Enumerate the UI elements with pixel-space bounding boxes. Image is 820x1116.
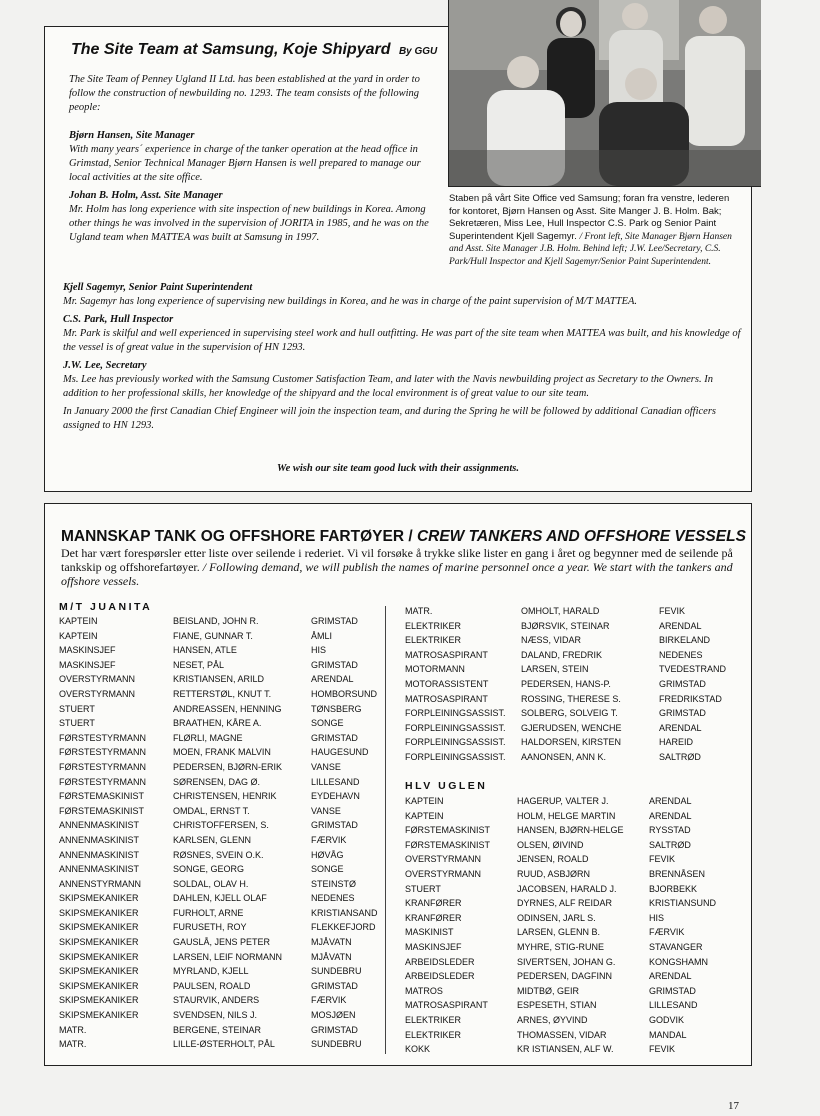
article-closing: In January 2000 the first Canadian Chief Engineer will join the inspection team, and during the Spring he will be followed by additional Canadian officers assigned to HN 1293.: [63, 406, 716, 431]
crew-rank: MATROSASPIRANT: [405, 1000, 488, 1011]
crew-name: PEDERSEN, HANS-P.: [521, 678, 611, 689]
crew-hometown: TØNSBERG: [311, 703, 362, 714]
crew-name: FURHOLT, ARNE: [173, 907, 244, 918]
crew-name: LARSEN, GLENN B.: [517, 927, 601, 938]
crew-rank: FØRSTESTYRMANN: [59, 732, 147, 743]
bio-text: Ms. Lee has previously worked with the Samsung Customer Satisfaction Team, and later with the Navis newbuilding project as Secretary to the Owners. In addition to her professional skills, her knowledge of the shipyard and the local environment is of great value to our site team.: [63, 374, 713, 399]
crew-hometown: SALTRØD: [659, 751, 701, 762]
crew-rank: SKIPSMEKANIKER: [59, 922, 139, 933]
crew-rank: SKIPSMEKANIKER: [59, 951, 139, 962]
crew-title-norwegian: MANNSKAP TANK OG OFFSHORE FARTØYER /: [61, 528, 413, 545]
juanita-cont-ranks-column: [405, 604, 506, 765]
crew-hometown: ARENDAL: [659, 722, 702, 733]
crew-hometown: NEDENES: [311, 893, 355, 904]
crew-rank: FØRSTESTYRMANN: [59, 747, 147, 758]
team-photo: [448, 0, 761, 187]
crew-hometown: MJÅVATN: [311, 951, 352, 962]
juanita-names-column: [173, 614, 282, 1052]
bio-name: Bjørn Hansen, Site Manager: [69, 130, 195, 141]
crew-name: CHRISTENSEN, HENRIK: [173, 791, 277, 802]
crew-rank: ANNENMASKINIST: [59, 849, 140, 860]
crew-name: DAHLEN, KJELL OLAF: [173, 893, 267, 904]
crew-rank: SKIPSMEKANIKER: [59, 1010, 139, 1021]
crew-hometown: FÆRVIK: [311, 995, 347, 1006]
crew-hometown: HIS: [311, 645, 327, 656]
article-wish: We wish our site team good luck with their assignments.: [277, 463, 519, 474]
crew-rank: OVERSTYRMANN: [59, 674, 136, 685]
crew-name: BJØRSVIK, STEINAR: [521, 620, 610, 631]
crew-hometown: STAVANGER: [649, 941, 703, 952]
crew-rank: FORPLEININGSASSIST.: [405, 751, 506, 762]
crew-intro-english: / Following demand, we will publish the names of marine personnel once a year. We start with the tankers and offshore vessels.: [61, 560, 733, 588]
crew-rank: KOKK: [405, 1044, 431, 1055]
crew-name: HANSEN, ATLE: [173, 645, 237, 656]
crew-hometown: MANDAL: [649, 1029, 687, 1040]
crew-hometown: GRIMSTAD: [649, 985, 696, 996]
crew-name: SOLBERG, SOLVEIG T.: [521, 708, 618, 719]
section-title-juanita: M/T JUANITA: [59, 601, 153, 613]
crew-rank: ANNENSTYRMANN: [59, 878, 142, 889]
crew-hometown: RYSSTAD: [649, 825, 691, 836]
uglen-places-column: [649, 794, 716, 1057]
crew-rank: STUERT: [405, 883, 441, 894]
crew-rank: FORPLEININGSASSIST.: [405, 737, 506, 748]
crew-rank: OVERSTYRMANN: [59, 688, 136, 699]
crew-name: RETTERSTØL, KNUT T.: [173, 688, 272, 699]
column-divider: [385, 606, 386, 1054]
crew-name: OMDAL, ERNST T.: [173, 805, 250, 816]
crew-rank: FØRSTEMASKINIST: [405, 839, 491, 850]
crew-name: KRISTIANSEN, ARILD: [173, 674, 265, 685]
crew-hometown: LILLESAND: [649, 1000, 698, 1011]
crew-name: JACOBSEN, HARALD J.: [517, 883, 617, 894]
crew-name: NÆSS, VIDAR: [521, 635, 582, 646]
crew-hometown: ARENDAL: [649, 971, 692, 982]
uglen-ranks-column: [405, 794, 490, 1057]
crew-hometown: FÆRVIK: [649, 927, 685, 938]
crew-name: HALDORSEN, KIRSTEN: [521, 737, 622, 748]
crew-hometown: FÆRVIK: [311, 834, 347, 845]
bio-text: Mr. Sagemyr has long experience of supervising new buildings in Korea, and he was in charge of the paint supervision of M/T MATTEA.: [63, 296, 638, 307]
crew-name: GAUSLÅ, JENS PETER: [173, 937, 271, 948]
crew-rank: FORPLEININGSASSIST.: [405, 708, 506, 719]
crew-hometown: FEVIK: [649, 854, 676, 865]
crew-hometown: FREDRIKSTAD: [659, 693, 722, 704]
crew-rank: STUERT: [59, 703, 95, 714]
crew-hometown: GODVIK: [649, 1014, 685, 1025]
crew-hometown: MJÅVATN: [311, 937, 352, 948]
crew-hometown: EYDEHAVN: [311, 791, 360, 802]
crew-rank: SKIPSMEKANIKER: [59, 937, 139, 948]
crew-hometown: KONGSHAMN: [649, 956, 709, 967]
crew-name: MYHRE, STIG-RUNE: [517, 941, 605, 952]
bios-narrow-column: [69, 125, 439, 245]
bio-text: Mr. Holm has long experience with site inspection of new buildings in Korea. Among other things he was involved in the supervision of JORITA in 1985, and he was on the Ugland team when MATTEA was built at Samsung in 1997.: [69, 204, 429, 243]
crew-hometown: HAUGESUND: [311, 747, 369, 758]
crew-rank: ELEKTRIKER: [405, 1014, 462, 1025]
crew-hometown: GRIMSTAD: [659, 678, 706, 689]
article-title-text: The Site Team at Samsung, Koje Shipyard: [71, 41, 391, 58]
bios-wide-column: [63, 277, 743, 433]
crew-rank: ELEKTRIKER: [405, 620, 462, 631]
crew-hometown: BJORBEKK: [649, 883, 698, 894]
crew-name: GJERUDSEN, WENCHE: [521, 722, 622, 733]
crew-name: FLØRLI, MAGNE: [173, 732, 243, 743]
bio-text: Mr. Park is skilful and well experienced in supervising steel work and hull outfitting. He was part of the site team when MATTEA was built, and his knowledge of the vessel is of great value in the supervision of HN 1293.: [63, 328, 741, 353]
crew-hometown: GRIMSTAD: [311, 820, 358, 831]
crew-hometown: ARENDAL: [649, 810, 692, 821]
crew-rank: KAPTEIN: [59, 630, 98, 641]
crew-rank: MASKINSJEF: [59, 659, 116, 670]
crew-rank: ARBEIDSLEDER: [405, 971, 475, 982]
crew-hometown: ÅMLI: [311, 630, 333, 641]
crew-name: SIVERTSEN, JOHAN G.: [517, 956, 616, 967]
crew-rank: KAPTEIN: [405, 810, 444, 821]
crew-title: [61, 528, 746, 546]
article-intro: The Site Team of Penney Ugland II Ltd. has been established at the yard in order to follow the construction of newbuilding no. 1293. The team consists of the following people:: [69, 74, 420, 113]
crew-name: LILLE-ØSTERHOLT, PÅL: [173, 1039, 275, 1050]
crew-name: FURUSETH, ROY: [173, 922, 247, 933]
crew-rank: OVERSTYRMANN: [405, 854, 482, 865]
crew-hometown: GRIMSTAD: [311, 1024, 358, 1035]
crew-name: MYRLAND, KJELL: [173, 966, 249, 977]
juanita-ranks-column: [59, 614, 146, 1052]
crew-rank: FØRSTEMASKINIST: [59, 791, 145, 802]
crew-rank: FØRSTESTYRMANN: [59, 761, 147, 772]
crew-name: THOMASSEN, VIDAR: [517, 1029, 607, 1040]
crew-name: ARNES, ØYVIND: [517, 1014, 588, 1025]
crew-hometown: VANSE: [311, 761, 341, 772]
crew-name: CHRISTOFFERSEN, S.: [173, 820, 269, 831]
crew-rank: MATROSASPIRANT: [405, 649, 488, 660]
crew-hometown: GRIMSTAD: [311, 980, 358, 991]
crew-hometown: GRIMSTAD: [311, 616, 358, 626]
caption-english: / Front left, Site Manager Bjørn Hansen and Asst. Site Manager J.B. Holm. Behind left; J.W. Lee/Secretary, C.S. Park/Hull Inspector and Kjell Sagemyr/Senior Paint Superintendent.: [449, 231, 732, 267]
crew-hometown: HOMBORSUND: [311, 688, 378, 699]
crew-name: MIDTBØ, GEIR: [517, 985, 580, 996]
bio-name: Johan B. Holm, Asst. Site Manager: [69, 190, 223, 201]
crew-name: HOLM, HELGE MARTIN: [517, 810, 616, 821]
crew-rank: MATROS: [405, 985, 443, 996]
crew-hometown: VANSE: [311, 805, 341, 816]
crew-rank: KAPTEIN: [405, 796, 444, 806]
crew-rank: MASKINSJEF: [59, 645, 116, 656]
crew-rank: ANNENMASKINIST: [59, 820, 140, 831]
crew-rank: MASKINIST: [405, 927, 454, 938]
crew-rank: MATR.: [405, 606, 433, 616]
crew-rank: MATR.: [59, 1039, 87, 1050]
crew-hometown: GRIMSTAD: [311, 659, 358, 670]
crew-hometown: SALTRØD: [649, 839, 691, 850]
crew-rank: MATR.: [59, 1024, 87, 1035]
section-title-uglen: HLV UGLEN: [405, 780, 488, 792]
article-byline: By GGU: [398, 46, 438, 57]
crew-rank: MOTORMANN: [405, 664, 465, 675]
crew-hometown: MOSJØEN: [311, 1010, 356, 1021]
crew-name: KR ISTIANSEN, ALF W.: [517, 1044, 614, 1055]
crew-title-english: CREW TANKERS AND OFFSHORE VESSELS: [416, 528, 746, 545]
juanita-places-column: [311, 614, 378, 1052]
crew-hometown: SONGE: [311, 864, 344, 875]
crew-hometown: FEVIK: [649, 1044, 676, 1055]
crew-rank: ELEKTRIKER: [405, 1029, 462, 1040]
crew-rank: SKIPSMEKANIKER: [59, 995, 139, 1006]
crew-rank: SKIPSMEKANIKER: [59, 907, 139, 918]
crew-name: PAULSEN, ROALD: [173, 980, 251, 991]
crew-name: OMHOLT, HARALD: [521, 606, 600, 616]
crew-hometown: LILLESAND: [311, 776, 360, 787]
crew-name: ESPESETH, STIAN: [517, 1000, 597, 1011]
crew-rank: SKIPSMEKANIKER: [59, 966, 139, 977]
crew-rank: ANNENMASKINIST: [59, 834, 140, 845]
crew-hometown: KRISTIANSUND: [649, 898, 717, 909]
crew-name: RØSNES, SVEIN O.K.: [173, 849, 264, 860]
crew-name: OLSEN, ØIVIND: [517, 839, 584, 850]
crew-rank: MOTORASSISTENT: [405, 678, 489, 689]
crew-name: NESET, PÅL: [173, 659, 225, 670]
crew-rank: ARBEIDSLEDER: [405, 956, 475, 967]
crew-name: ROSSING, THERESE S.: [521, 693, 621, 704]
crew-name: AANONSEN, ANN K.: [521, 751, 607, 762]
crew-rank: SKIPSMEKANIKER: [59, 893, 139, 904]
crew-name: HAGERUP, VALTER J.: [517, 796, 609, 806]
crew-name: SØRENSEN, DAG Ø.: [173, 776, 261, 787]
crew-hometown: GRIMSTAD: [311, 732, 358, 743]
crew-list-box: [44, 503, 752, 1066]
crew-rank: ELEKTRIKER: [405, 635, 462, 646]
crew-hometown: SUNDEBRU: [311, 1039, 362, 1050]
crew-name: ANDREASSEN, HENNING: [173, 703, 282, 714]
crew-name: FIANE, GUNNAR T.: [173, 630, 253, 641]
crew-rank: MATROSASPIRANT: [405, 693, 488, 704]
crew-name: HANSEN, BJØRN-HELGE: [517, 825, 624, 836]
crew-name: RUUD, ASBJØRN: [517, 868, 591, 879]
crew-name: BERGENE, STEINAR: [173, 1024, 262, 1035]
crew-hometown: HØVÅG: [311, 849, 344, 860]
crew-hometown: BRENNÅSEN: [649, 868, 706, 879]
crew-rank: FORPLEININGSASSIST.: [405, 722, 506, 733]
uglen-names-column: [517, 794, 624, 1057]
crew-name: PEDERSEN, BJØRN-ERIK: [173, 761, 283, 772]
crew-rank: ANNENMASKINIST: [59, 864, 140, 875]
juanita-cont-places-column: [659, 604, 726, 765]
crew-rank: KRANFØRER: [405, 912, 462, 923]
crew-rank: STUERT: [59, 718, 95, 729]
crew-hometown: ARENDAL: [659, 620, 702, 631]
crew-name: DYRNES, ALF REIDAR: [517, 898, 613, 909]
crew-name: KARLSEN, GLENN: [173, 834, 252, 845]
crew-name: DALAND, FREDRIK: [521, 649, 603, 660]
crew-hometown: FLEKKEFJORD: [311, 922, 376, 933]
crew-rank: OVERSTYRMANN: [405, 868, 482, 879]
crew-hometown: SUNDEBRU: [311, 966, 362, 977]
crew-intro-norwegian: Det har vært forespørsler etter liste over seilende i rederiet. Vi vil forsøke å trykke slike lister en gang i året og begynner med de seilende på tankskip og offshorefartøyer.: [61, 546, 733, 574]
crew-name: PEDERSEN, DAGFINN: [517, 971, 613, 982]
crew-rank: FØRSTEMASKINIST: [405, 825, 491, 836]
crew-hometown: FEVIK: [659, 606, 686, 616]
photo-caption: [449, 193, 739, 268]
crew-rank: SKIPSMEKANIKER: [59, 980, 139, 991]
crew-hometown: ARENDAL: [311, 674, 354, 685]
crew-hometown: KRISTIANSAND: [311, 907, 378, 918]
crew-rank: KRANFØRER: [405, 898, 462, 909]
caption-norwegian: Staben på vårt Site Office ved Samsung; foran fra venstre, lederen for kontoret, Bjørn Hansen og Asst. Site Manger J. B. Holm. Bak; Sekretæren, Miss Lee, Hull Inspector C.S. Park og Senior Paint Superintendent Kjell Sagemyr.: [449, 193, 730, 242]
crew-intro: [61, 546, 741, 588]
bio-text: With many years´ experience in charge of the tanker operation at the head office in Grimstad, Senior Technical Manager Bjørn Hansen is well prepared to manage our local activities at the site office.: [69, 144, 421, 183]
juanita-cont-names-column: [521, 604, 622, 765]
crew-hometown: ARENDAL: [649, 796, 692, 806]
bio-name: J.W. Lee, Secretary: [63, 360, 147, 371]
bio-name: Kjell Sagemyr, Senior Paint Superintendent: [63, 282, 253, 293]
crew-name: MOEN, FRANK MALVIN: [173, 747, 271, 758]
crew-hometown: HAREID: [659, 737, 694, 748]
crew-hometown: TVEDESTRAND: [659, 664, 727, 675]
crew-name: JENSEN, ROALD: [517, 854, 589, 865]
crew-hometown: NEDENES: [659, 649, 703, 660]
team-photo-image: [449, 0, 761, 186]
crew-name: SONGE, GEORG: [173, 864, 245, 875]
bio-name: C.S. Park, Hull Inspector: [63, 314, 174, 325]
crew-rank: MASKINSJEF: [405, 941, 462, 952]
crew-name: LARSEN, STEIN: [521, 664, 589, 675]
crew-hometown: STEINSTØ: [311, 878, 357, 889]
crew-name: ODINSEN, JARL S.: [517, 912, 596, 923]
crew-rank: FØRSTESTYRMANN: [59, 776, 147, 787]
crew-name: BEISLAND, JOHN R.: [173, 616, 259, 626]
crew-name: BRAATHEN, KÅRE A.: [173, 718, 262, 729]
crew-name: STAURVIK, ANDERS: [173, 995, 260, 1006]
crew-name: SVENDSEN, NILS J.: [173, 1010, 258, 1021]
crew-hometown: BIRKELAND: [659, 635, 711, 646]
crew-hometown: GRIMSTAD: [659, 708, 706, 719]
crew-name: SOLDAL, OLAV H.: [173, 878, 249, 889]
crew-name: LARSEN, LEIF NORMANN: [173, 951, 283, 962]
crew-hometown: HIS: [649, 912, 665, 923]
page-number: 17: [728, 1100, 739, 1112]
crew-rank: FØRSTEMASKINIST: [59, 805, 145, 816]
crew-hometown: SONGE: [311, 718, 344, 729]
crew-rank: KAPTEIN: [59, 616, 98, 626]
article-title: [71, 41, 437, 59]
